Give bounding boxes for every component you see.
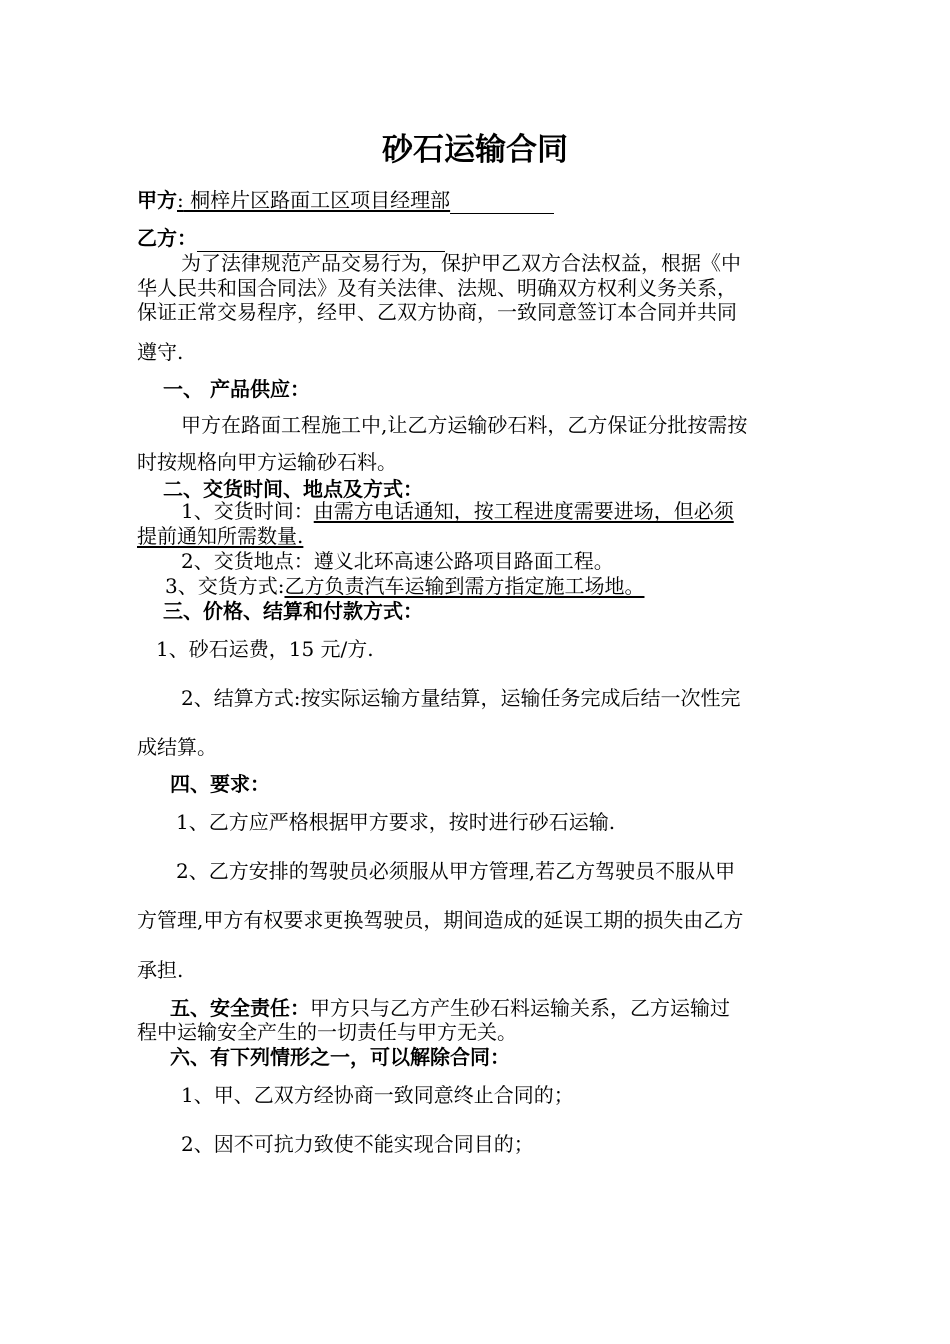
section-4-item-2-line-1: 2、乙方安排的驾驶员必须服从甲方管理,若乙方驾驶员不服从甲 xyxy=(176,859,736,883)
section-2-item-3 xyxy=(165,572,644,600)
section-2-item-1-cont: 提前通知所需数量. xyxy=(137,524,304,548)
section-4-item-1: 1、乙方应严格根据甲方要求，按时进行砂石运输. xyxy=(176,810,616,834)
party-a-colon: : xyxy=(177,188,184,212)
section-6-item-1: 1、甲、乙双方经协商一致同意终止合同的； xyxy=(181,1083,574,1107)
intro-line-4: 遵守. xyxy=(137,340,184,364)
section-1-line-2: 时按规格向甲方运输砂石料。 xyxy=(137,450,397,474)
intro-line-2: 华人民共和国合同法》及有关法律、法规、明确双方权利义务关系， xyxy=(137,276,737,300)
section-5-line-2: 程中运输安全产生的一切责任与甲方无关。 xyxy=(137,1020,517,1044)
intro-line-3: 保证正常交易程序，经甲、乙双方协商，一致同意签订本合同并共同 xyxy=(137,300,737,324)
section-5-heading: 五、安全责任： xyxy=(170,996,310,1020)
document-title: 砂石运输合同 xyxy=(382,132,568,168)
intro-line-1: 为了法律规范产品交易行为，保护甲乙双方合法权益，根据《中 xyxy=(181,251,741,275)
section-3-item-2-line-2: 成结算。 xyxy=(137,735,217,759)
section-4-item-2-line-2: 方管理,甲方有权要求更换驾驶员，期间造成的延误工期的损失由乙方 xyxy=(137,908,744,932)
party-a-underline xyxy=(450,213,554,214)
delivery-method-label: 3、交货方式: xyxy=(165,574,285,598)
party-a-label: 甲方 xyxy=(137,188,177,212)
section-1-line-1: 甲方在路面工程施工中,让乙方运输砂石料，乙方保证分批按需按 xyxy=(181,413,748,437)
section-4-item-2-line-3: 承担. xyxy=(137,958,184,982)
section-1-heading: 一、 产品供应： xyxy=(163,377,310,401)
section-2-item-2: 2、交货地点：遵义北环高速公路项目路面工程。 xyxy=(181,549,614,573)
section-5-text: 甲方只与乙方产生砂石料运输关系，乙方运输过 xyxy=(310,996,730,1020)
section-3-heading: 三、价格、结算和付款方式： xyxy=(163,599,423,623)
section-2-heading: 二、交货时间、地点及方式： xyxy=(163,477,423,501)
section-4-heading: 四、要求： xyxy=(170,772,270,796)
section-2-item-1 xyxy=(181,497,734,525)
party-a-line xyxy=(137,186,554,214)
section-3-item-1: 1、砂石运费，15 元/方. xyxy=(156,637,374,661)
delivery-method-value: 乙方负责汽车运输到需方指定施工场地。 xyxy=(284,574,645,598)
party-a-value: 桐梓片区路面工区项目经理部 xyxy=(183,188,451,212)
party-b-line xyxy=(137,224,445,252)
delivery-time-label: 1、交货时间： xyxy=(181,499,314,523)
party-b-label: 乙方： xyxy=(137,226,197,250)
section-6-item-2: 2、因不可抗力致使不能实现合同目的； xyxy=(181,1132,534,1156)
delivery-time-value: 由需方电话通知，按工程进度需要进场，但必须 xyxy=(313,499,734,523)
section-6-heading: 六、有下列情形之一，可以解除合同： xyxy=(170,1045,510,1069)
section-3-item-2-line-1: 2、结算方式:按实际运输方量结算，运输任务完成后结一次性完 xyxy=(181,686,741,710)
